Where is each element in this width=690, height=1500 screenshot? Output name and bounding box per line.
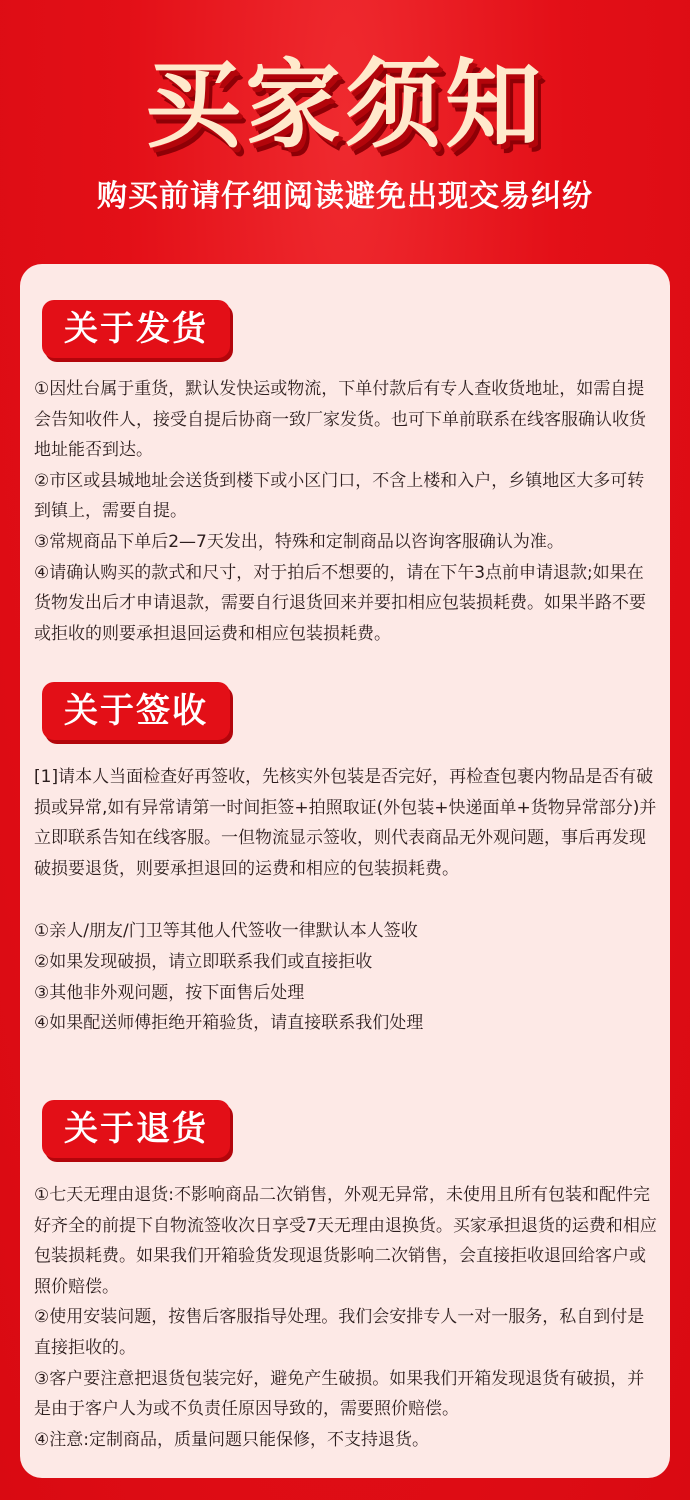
list-item: ①因灶台属于重货，默认发快运或物流，下单付款后有专人查收货地址，如需自提会告知收件人，接受自提后协商一致厂家发货。也可下单前联系在线客服确认收货地址能否到达。 [34, 379, 646, 461]
notice-card [20, 264, 670, 1478]
list-item: ②市区或县城地址会送货到楼下或小区门口，不含上楼和入户，乡镇地区大多可转到镇上，需要自提。 [34, 470, 645, 522]
list-item: ②如果发现破损，请立即联系我们或直接拒收 [34, 951, 373, 972]
list-item: ④请确认购买的款式和尺寸，对于拍后不想要的，请在下午3点前申请退款;如果在货物发出后才申请退款，需要自行退货回来并要扣相应包装损耗费。如果半路不要或拒收的则要承担退回运费和相应包装损耗费。 [34, 562, 646, 644]
list-item: ④如果配送师傅拒绝开箱验货，请直接联系我们处理 [34, 1013, 424, 1034]
section-heading-shipping: 关于发货 [42, 300, 230, 358]
page-title: 买家须知 [145, 49, 545, 161]
section-heading-returns: 关于退货 [42, 1100, 230, 1158]
section-body-returns [34, 1180, 660, 1455]
intro-paragraph: [1]请本人当面检查好再签收，先核实外包装是否完好，再检查包裹内物品是否有破损或异常,如有异常请第一时间拒签+拍照取证(外包装+快递面单+货物异常部分)并立即联系告知在线客服。一但物流显示签收，则代表商品无外观问题，事后再发现破损要退货，则要承担退回的运费和相应的包装损耗费。 [34, 767, 657, 879]
section-heading-signing: 关于签收 [42, 682, 230, 740]
list-item: ②使用安装问题，按售后客服指导处理。我们会安排专人一对一服务，私自到付是直接拒收的。 [34, 1307, 645, 1358]
list-item: ③其他非外观问题，按下面售后处理 [34, 982, 305, 1003]
list-item: ①亲人/朋友/门卫等其他人代签收一律默认本人签收 [34, 921, 418, 942]
list-item: ④注意:定制商品，质量问题只能保修，不支持退货。 [34, 1429, 429, 1450]
page-subtitle: 购买前请仔细阅读避免出现交易纠纷 [97, 179, 593, 214]
list-item: ③客户要注意把退货包装完好，避免产生破损。如果我们开箱发现退货有破损，并是由于客户人为或不负责任原因导致的，需要照价赔偿。 [34, 1368, 645, 1420]
list-item: ①七天无理由退货:不影响商品二次销售，外观无异常，未使用且所有包装和配件完好齐全的前提下自物流签收次日享受7天无理由退换货。买家承担退货的运费和相应包装损耗费。如果我们开箱验货发现退货影响二次销售，会直接拒收退回给客户或照价赔偿。 [34, 1185, 657, 1297]
section-body-signing [34, 762, 660, 1039]
list-item: ③常规商品下单后2—7天发出，特殊和定制商品以咨询客服确认为准。 [34, 531, 564, 552]
section-body-shipping [34, 374, 660, 649]
spacer [34, 884, 660, 916]
